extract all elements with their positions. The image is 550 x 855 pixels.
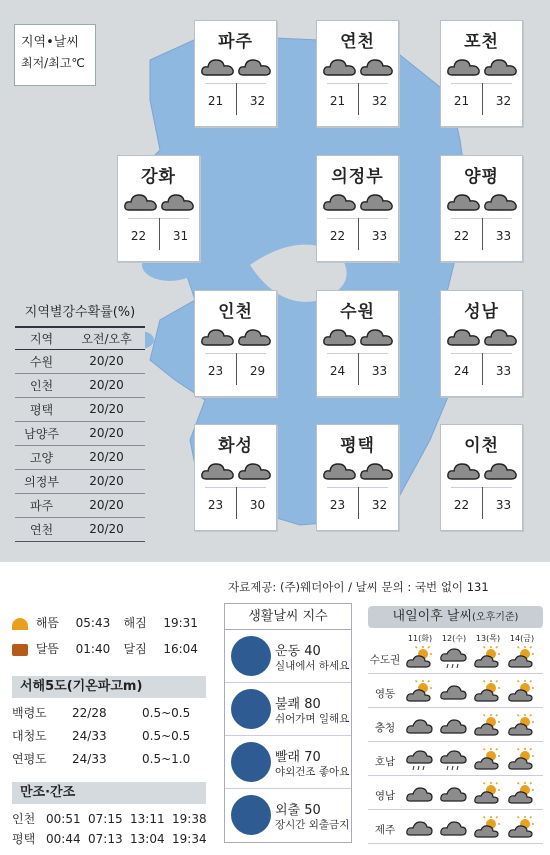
temp-high: 32: [249, 94, 266, 108]
region-card: [117, 155, 200, 262]
temp-low: 24: [453, 364, 470, 378]
list-item: [225, 789, 351, 842]
precip-header-region: 지역: [15, 327, 68, 349]
region-name: 의정부: [331, 167, 384, 187]
sea-island: 대청도: [12, 729, 47, 743]
forecast-day: 14(금): [509, 634, 535, 643]
precip-region: 파주: [15, 493, 68, 517]
sea-temp: 24/33: [72, 752, 107, 766]
tide-time: 13:11: [130, 812, 165, 826]
temp-high: 31: [172, 229, 189, 243]
precip-region: 수원: [15, 349, 68, 373]
temp-low: 21: [207, 94, 224, 108]
table-row: [12, 750, 190, 767]
cloud-icon: [322, 55, 358, 79]
moon-icon: [12, 644, 28, 656]
cloud-icon: [359, 55, 395, 79]
cloud-icon: [406, 782, 434, 806]
sea-title: 서해5도(기온파고m): [12, 676, 206, 698]
tide-time: 07:13: [88, 832, 123, 846]
region-name: 강화: [141, 167, 176, 187]
region-name: 인천: [218, 302, 253, 322]
cloud-icon: [483, 190, 519, 214]
sun-cloud-icon: [406, 680, 434, 704]
life-item-desc: 쉬어가며 일해요: [275, 713, 350, 725]
precip-value: 20/20: [68, 469, 145, 493]
life-index-box: [224, 603, 352, 843]
life-item-desc: 야외건조 좋아요: [275, 766, 350, 778]
sea-temp: 22/28: [72, 706, 107, 720]
sun-cloud-icon: [474, 748, 502, 772]
tide-place: 인천: [12, 812, 36, 826]
region-card: [440, 20, 523, 127]
forecast-title: [368, 606, 543, 628]
temp-high: 29: [249, 364, 266, 378]
moonset-label: 달짐: [123, 642, 147, 656]
moon-times: [12, 640, 198, 657]
precip-value: 20/20: [68, 373, 145, 397]
tide-place: 평택: [12, 832, 36, 846]
precip-value: 20/20: [68, 445, 145, 469]
cloud-icon: [440, 782, 468, 806]
temp-high: 33: [495, 498, 512, 512]
table-row: [12, 830, 207, 847]
sea-wave: 0.5~0.5: [142, 729, 191, 743]
cloud-icon: [322, 190, 358, 214]
sunset-time: 19:31: [163, 616, 198, 630]
life-item-name: 빨래 70: [275, 750, 321, 765]
temp-low: 22: [329, 229, 346, 243]
region-card: [316, 424, 399, 531]
precip-header-value: 오전/오후: [68, 327, 145, 349]
cloud-icon: [200, 325, 236, 349]
sea-island: 연평도: [12, 752, 47, 766]
sea-island: 백령도: [12, 706, 47, 720]
forecast-title-note: (오후기준): [472, 612, 519, 623]
forecast-region: 충청: [374, 722, 396, 734]
precip-value: 20/20: [68, 421, 145, 445]
table-row: [12, 727, 190, 744]
life-item-name: 외출 50: [275, 803, 321, 818]
divider: [368, 741, 543, 742]
cloud-rain-icon: [406, 748, 434, 772]
precip-region: 남양주: [15, 421, 68, 445]
list-item: [225, 683, 351, 736]
sunset-label: 해짐: [123, 616, 147, 630]
cloud-icon: [237, 55, 273, 79]
sea-wave: 0.5~1.0: [142, 752, 191, 766]
sun-cloud-icon: [508, 680, 536, 704]
sunrise-time: 05:43: [75, 616, 111, 630]
sun-cloud-icon: [474, 680, 502, 704]
life-item-desc: 실내에서 하세요: [275, 660, 350, 672]
region-card: [194, 424, 277, 531]
temp-low: 23: [329, 498, 346, 512]
table-row: [368, 780, 543, 810]
sun-cloud-icon: [508, 782, 536, 806]
cloud-icon: [483, 55, 519, 79]
region-card: [316, 155, 399, 262]
running-icon: [231, 636, 271, 676]
source-credit: 자료제공: (주)웨더아이 / 날씨 문의 : 국번 없이 131: [228, 580, 489, 594]
divider: [368, 843, 543, 844]
precip-value: 20/20: [68, 349, 145, 373]
sun-cloud-icon: [508, 646, 536, 670]
table-row: [368, 746, 543, 776]
forecast-title-text: 내일이후 날씨: [392, 609, 473, 624]
divider: [368, 775, 543, 776]
life-item-name: 불쾌 80: [275, 697, 321, 712]
temp-low: 21: [329, 94, 346, 108]
face-icon: [231, 689, 271, 729]
region-name: 화성: [218, 436, 253, 456]
temp-high: 33: [495, 229, 512, 243]
forecast-day: 11(화): [407, 634, 433, 643]
region-name: 양평: [464, 167, 499, 187]
cloud-icon: [237, 459, 273, 483]
moonrise-time: 01:40: [75, 642, 111, 656]
list-item: [225, 736, 351, 789]
sun-cloud-icon: [474, 782, 502, 806]
temp-high: 32: [371, 94, 388, 108]
region-card: [440, 424, 523, 531]
temp-high: 30: [249, 498, 266, 512]
table-row: [15, 421, 145, 445]
sun-cloud-icon: [474, 714, 502, 738]
precip-region: 연천: [15, 517, 68, 541]
region-name: 성남: [464, 302, 499, 322]
sunrise-icon: [12, 618, 28, 630]
temp-low: 23: [207, 498, 224, 512]
region-card: [440, 155, 523, 262]
cloud-icon: [446, 55, 482, 79]
cloud-icon: [483, 325, 519, 349]
table-row: [368, 644, 543, 674]
precip-value: 20/20: [68, 493, 145, 517]
table-row: [368, 712, 543, 742]
table-row: [12, 810, 207, 827]
cloud-icon: [446, 325, 482, 349]
tide-time: 00:51: [46, 812, 81, 826]
table-row: [368, 814, 543, 844]
table-row: [368, 678, 543, 708]
cloud-icon: [237, 325, 273, 349]
sun-cloud-icon: [474, 646, 502, 670]
table-row: [15, 397, 145, 421]
temp-high: 32: [495, 94, 512, 108]
tide-title: 만조·간조: [12, 782, 206, 804]
divider: [368, 809, 543, 810]
table-row: [12, 704, 190, 721]
legend-subtitle: 최저/최고℃: [21, 56, 85, 70]
sun-cloud-icon: [474, 816, 502, 840]
temp-low: 22: [130, 229, 147, 243]
region-name: 수원: [340, 302, 375, 322]
cloud-icon: [446, 459, 482, 483]
temp-high: 33: [495, 364, 512, 378]
cloud-icon: [359, 190, 395, 214]
region-card: [194, 20, 277, 127]
region-name: 포천: [464, 32, 499, 52]
forecast-box: [368, 606, 543, 846]
precip-table: [15, 300, 145, 536]
cloud-icon: [440, 816, 468, 840]
cloud-icon: [359, 325, 395, 349]
forecast-region: 제주: [374, 824, 396, 836]
forecast-region: 영남: [374, 790, 396, 802]
table-row: [15, 349, 145, 373]
cloud-icon: [406, 816, 434, 840]
sun-cloud-icon: [508, 816, 536, 840]
sun-cloud-icon: [406, 646, 434, 670]
cloud-icon: [440, 680, 468, 704]
temp-high: 33: [371, 364, 388, 378]
life-index-title: 생활날씨 지수: [225, 604, 351, 630]
sun-times: [12, 614, 198, 631]
tide-time: 07:15: [88, 812, 123, 826]
forecast-region: 영동: [374, 688, 396, 700]
cloud-icon: [440, 714, 468, 738]
cloud-icon: [200, 55, 236, 79]
precip-value: 20/20: [68, 397, 145, 421]
cloud-icon: [322, 459, 358, 483]
life-item-name: 운동 40: [275, 644, 321, 659]
forecast-region: 호남: [374, 756, 396, 768]
region-name: 연천: [340, 32, 375, 52]
precip-region: 고양: [15, 445, 68, 469]
precip-region: 인천: [15, 373, 68, 397]
temp-low: 24: [329, 364, 346, 378]
region-card: [316, 20, 399, 127]
temp-low: 22: [453, 229, 470, 243]
forecast-day: 12(수): [441, 634, 467, 643]
divider: [368, 673, 543, 674]
precip-title: 지역별강수확률(%): [24, 305, 136, 320]
precip-region: 평택: [15, 397, 68, 421]
tide-time: 19:38: [172, 812, 207, 826]
cloud-icon: [446, 190, 482, 214]
sunrise-label: 해뜸: [35, 616, 60, 630]
legend-title: 지역•날씨: [21, 35, 79, 50]
cloud-rain-icon: [440, 748, 468, 772]
table-row: [15, 469, 145, 493]
legend-box: [14, 24, 96, 86]
life-item-desc: 장시간 외출금지: [275, 819, 350, 831]
precip-region: 의정부: [15, 469, 68, 493]
region-card: [194, 290, 277, 397]
region-card: [440, 290, 523, 397]
region-name: 이천: [464, 436, 499, 456]
temp-low: 22: [453, 498, 470, 512]
region-name: 평택: [340, 436, 375, 456]
moonrise-label: 달뜸: [35, 642, 60, 656]
cloud-icon: [200, 459, 236, 483]
cloud-icon: [160, 190, 196, 214]
temp-low: 21: [453, 94, 470, 108]
divider: [368, 707, 543, 708]
table-row: [15, 493, 145, 517]
laundry-icon: [231, 742, 271, 782]
region-card: [316, 290, 399, 397]
table-row: [15, 445, 145, 469]
forecast-day: 13(목): [475, 634, 501, 643]
cloud-icon: [406, 714, 434, 738]
temp-low: 23: [207, 364, 224, 378]
precip-value: 20/20: [68, 517, 145, 541]
list-item: [225, 630, 351, 683]
sun-cloud-icon: [508, 714, 536, 738]
table-row: [15, 373, 145, 397]
moonset-time: 16:04: [163, 642, 198, 656]
cloud-icon: [322, 325, 358, 349]
forecast-region: 수도권: [369, 654, 401, 666]
temp-high: 33: [371, 229, 388, 243]
tide-time: 00:44: [46, 832, 81, 846]
cloud-icon: [359, 459, 395, 483]
walking-icon: [231, 795, 271, 835]
sun-cloud-icon: [508, 748, 536, 772]
cloud-icon: [483, 459, 519, 483]
cloud-icon: [123, 190, 159, 214]
tide-time: 19:34: [172, 832, 207, 846]
cloud-rain-icon: [440, 646, 468, 670]
temp-high: 32: [371, 498, 388, 512]
tide-time: 13:04: [130, 832, 165, 846]
sea-wave: 0.5~0.5: [142, 706, 191, 720]
table-row: [15, 517, 145, 541]
region-name: 파주: [218, 32, 253, 52]
sea-temp: 24/33: [72, 729, 107, 743]
